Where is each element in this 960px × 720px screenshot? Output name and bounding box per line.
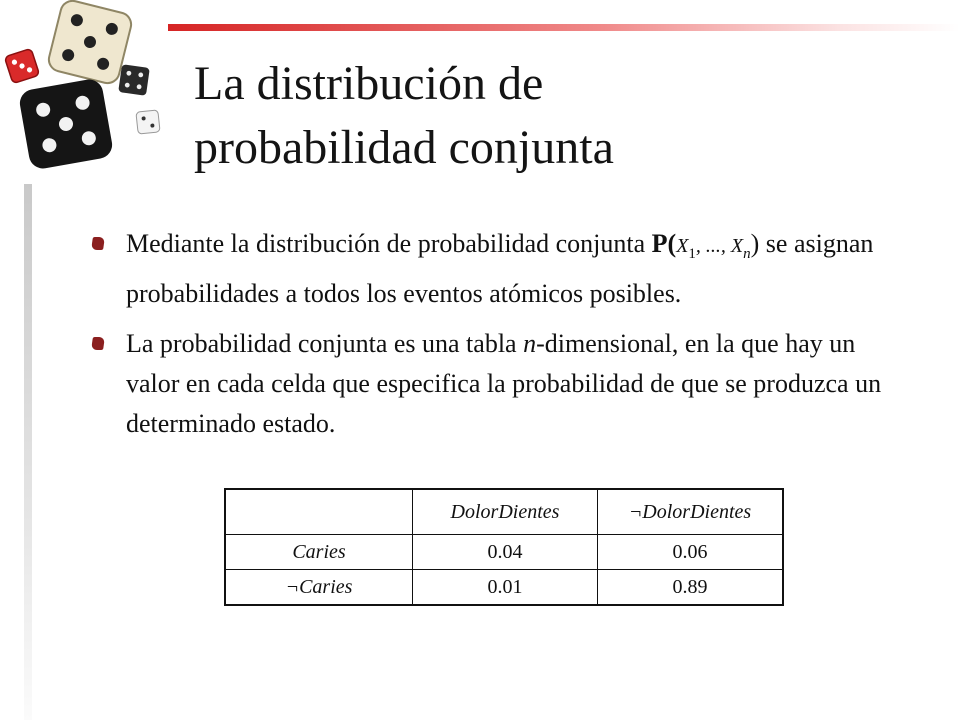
bullet-item-1	[92, 224, 892, 314]
table-row	[225, 535, 783, 570]
bullet1-sep: , ...,	[695, 235, 731, 257]
joint-probability-table	[224, 488, 784, 606]
bullet-list	[92, 224, 892, 454]
table-cell: 0.01	[413, 570, 598, 606]
title-line-2: probabilidad conjunta	[194, 121, 614, 174]
table-header-cell	[225, 489, 413, 535]
table-header-cell: DolorDientes	[413, 489, 598, 535]
bullet1-var-x2: X	[730, 235, 744, 257]
table-row-label: ¬Caries	[225, 570, 413, 606]
bullet1-paren: (	[667, 229, 677, 258]
bullet2-text-a: La probabilidad conjunta es una tabla	[126, 329, 524, 359]
left-accent-bar	[24, 184, 32, 720]
bullet1-sub-1: 1	[688, 246, 696, 263]
bullet1-var-x: X	[676, 235, 689, 257]
bullet-item-2	[92, 324, 892, 444]
table-header-cell: ¬DolorDientes	[598, 489, 784, 535]
slide-title	[194, 52, 914, 180]
bullet-icon	[91, 337, 105, 350]
bullet2-text-b: -dimensional, en la que hay un valor en cada celda que especifica la probabilidad de que se produzca un determinado estado.	[126, 329, 882, 439]
bullet1-sub-n: n	[743, 246, 751, 263]
bullet1-bold-p: P	[651, 229, 668, 258]
bullet1-text-a: Mediante la distribución de probabilidad conjunta	[126, 229, 652, 258]
table-cell: 0.04	[413, 535, 598, 570]
bullet1-text-b: ) se asignan probabilidades a todos los eventos atómicos posibles.	[126, 229, 874, 309]
table-header-row	[225, 489, 783, 535]
dice-image	[0, 0, 170, 180]
bullet2-ital-n: n	[523, 329, 537, 359]
title-accent-bar	[168, 24, 960, 31]
bullet-icon	[91, 237, 105, 250]
table-cell: 0.06	[598, 535, 784, 570]
title-line-1: La distribución de	[194, 57, 544, 110]
table-row-label: Caries	[225, 535, 413, 570]
table-cell: 0.89	[598, 570, 784, 606]
table-row	[225, 570, 783, 606]
